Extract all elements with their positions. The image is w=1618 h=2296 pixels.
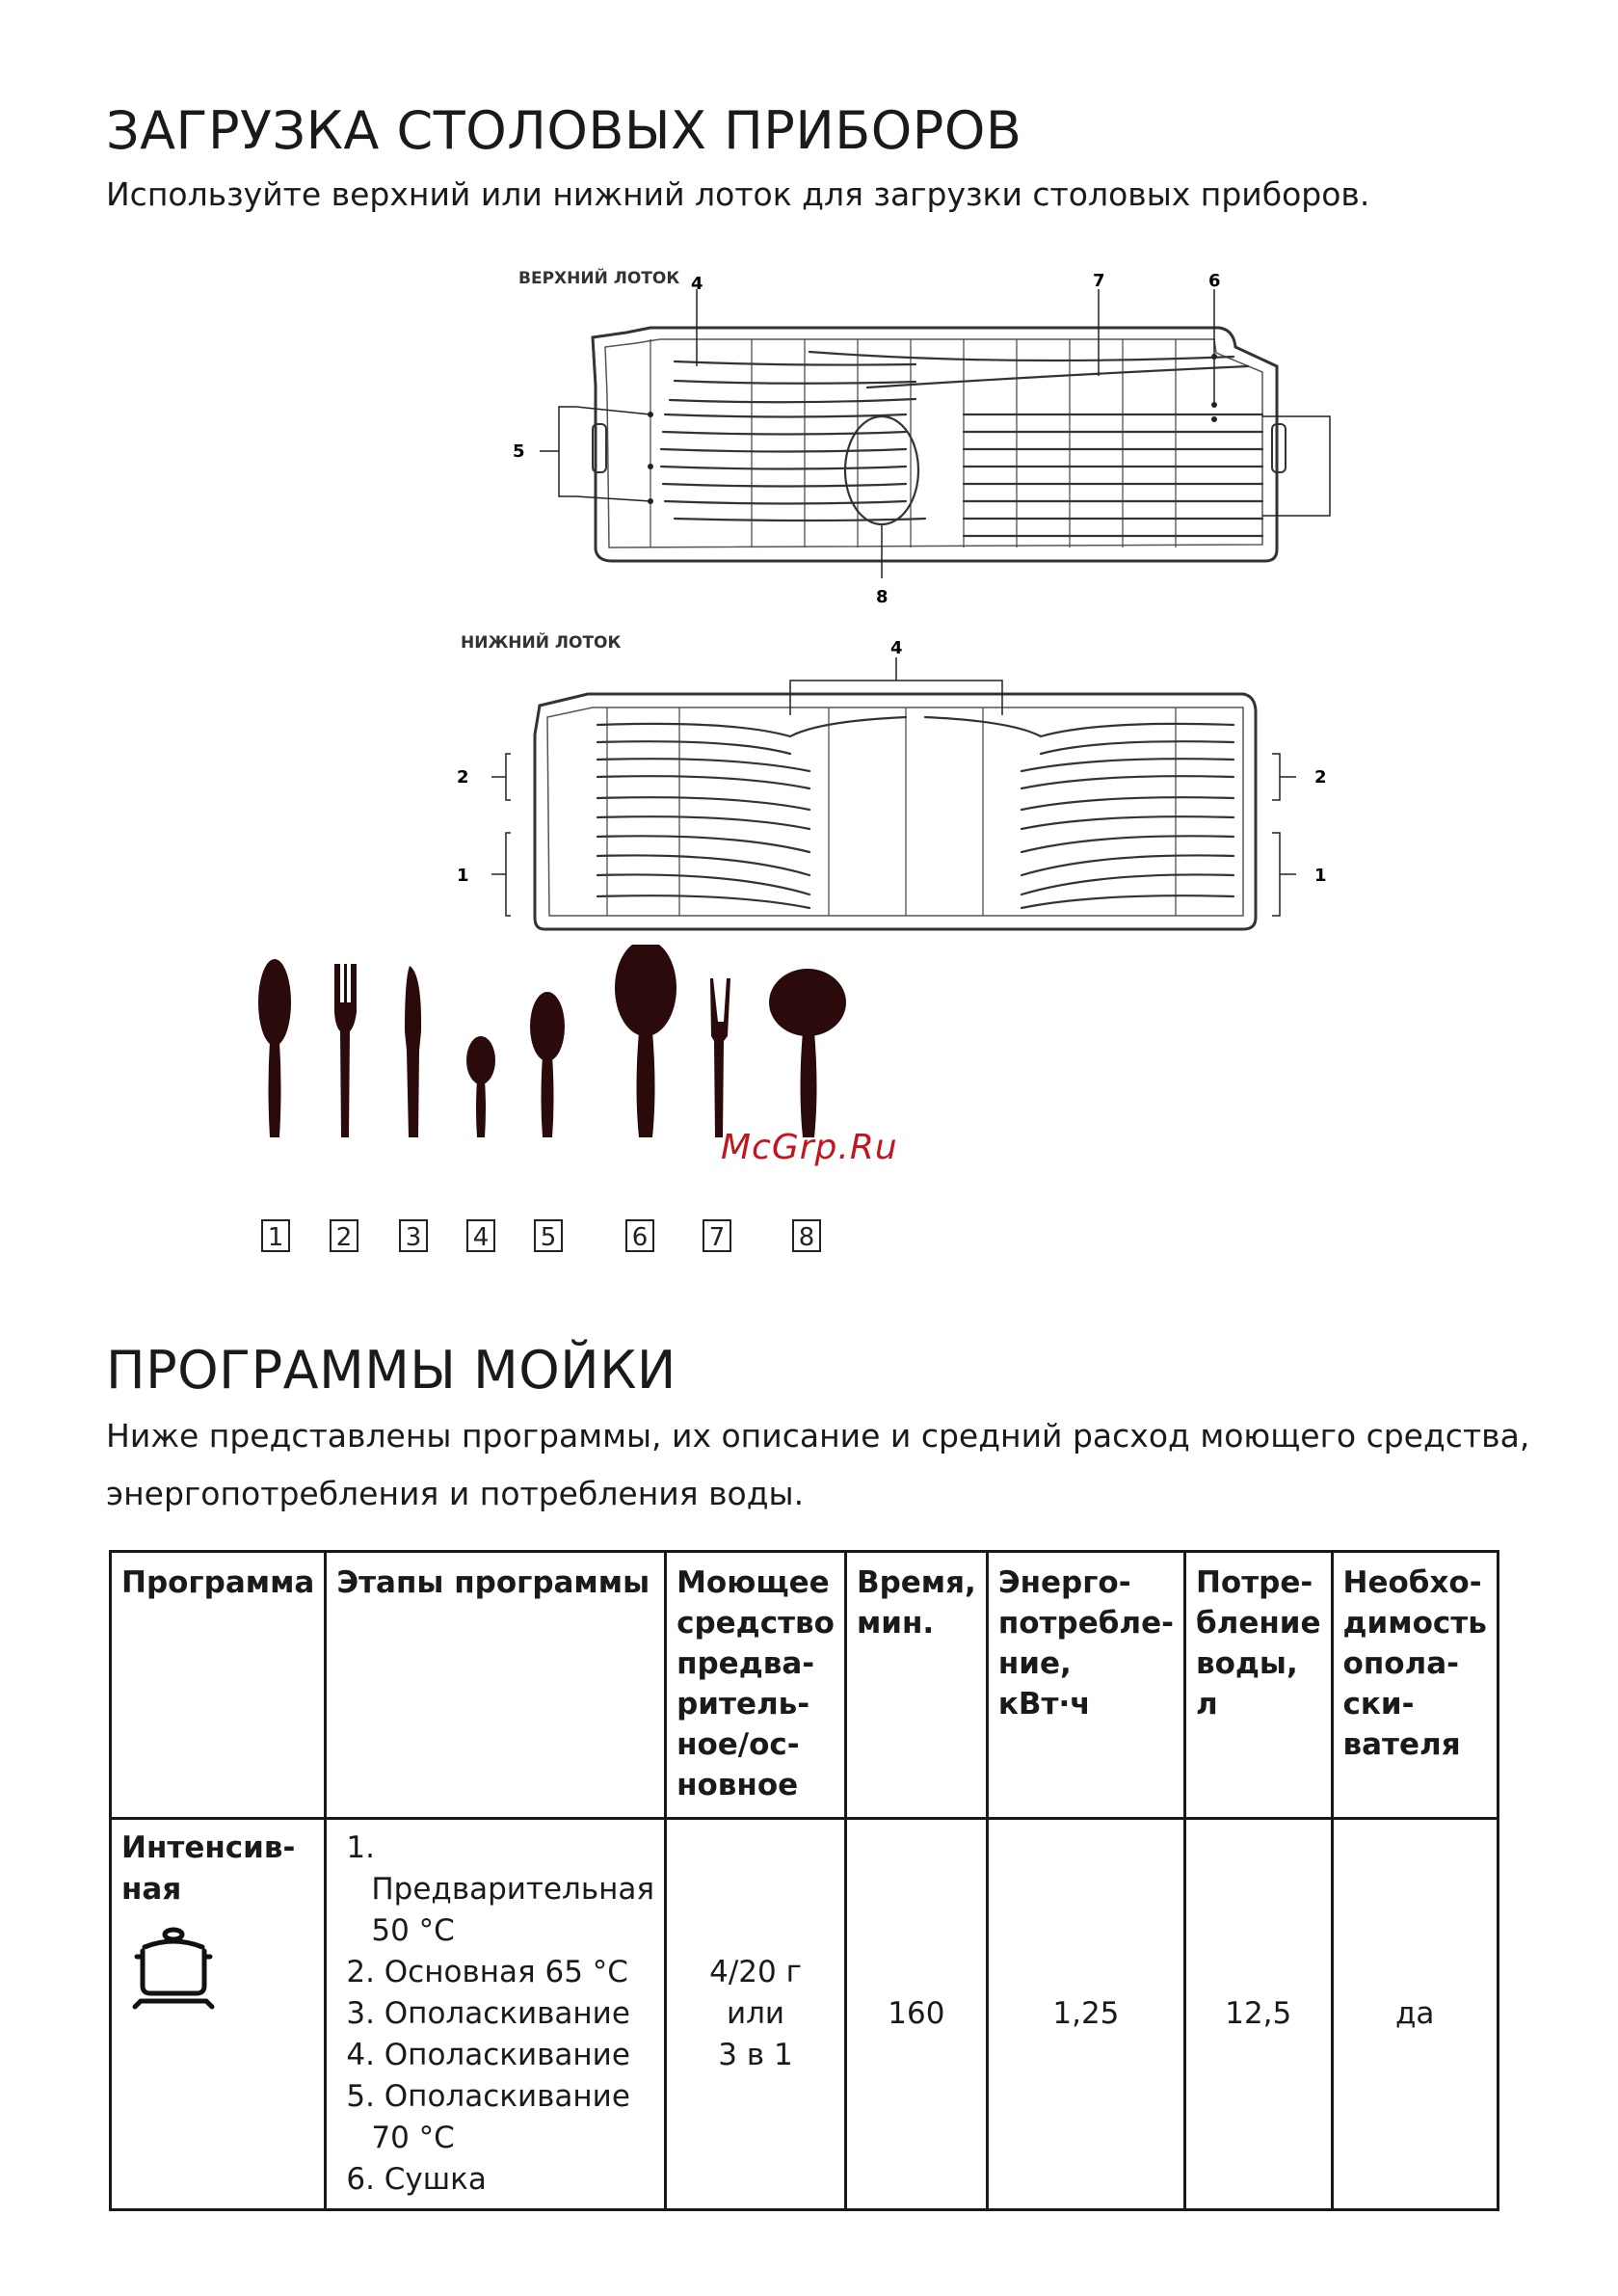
lower-tray-label: НИЖНИЙ ЛОТОК bbox=[461, 633, 622, 653]
cutlery-section-title: ЗАГРУЗКА СТОЛОВЫХ ПРИБОРОВ bbox=[106, 100, 1022, 161]
rinse-cell: да bbox=[1332, 1819, 1498, 2210]
energy-cell: 1,25 bbox=[987, 1819, 1184, 2210]
item-number-7: 7 bbox=[708, 1223, 726, 1252]
upper-tray-diagram bbox=[501, 260, 1349, 627]
programs-section-title: ПРОГРАММЫ МОЙКИ bbox=[106, 1340, 676, 1401]
program-name-cell: Интенсив- ная bbox=[111, 1819, 326, 2210]
cutlery-intro: Используйте верхний или нижний лоток для загрузки столовых приборов. bbox=[106, 175, 1370, 213]
lower-callout-2-right: 2 bbox=[1314, 767, 1327, 788]
table-header-row bbox=[111, 1552, 1499, 1819]
step-item: 3. Ополаскивание bbox=[346, 1996, 630, 2031]
step-item: 6. Сушка bbox=[346, 2162, 487, 2197]
upper-callout-5: 5 bbox=[513, 441, 525, 462]
upper-callout-6: 6 bbox=[1208, 271, 1221, 291]
step-item: 2. Основная 65 °C bbox=[346, 1955, 628, 1989]
time-cell: 160 bbox=[845, 1819, 987, 2210]
cutlery-items-legend bbox=[241, 945, 896, 1263]
step-item: 4. Ополаскивание bbox=[346, 2038, 630, 2072]
header-energy: Энерго- потребле- ние, кВт·ч bbox=[987, 1552, 1184, 1819]
header-program: Программа bbox=[111, 1552, 326, 1819]
item-number-8: 8 bbox=[798, 1223, 815, 1252]
knife-icon bbox=[405, 966, 421, 1137]
pot-icon bbox=[131, 1926, 222, 2015]
upper-callout-4: 4 bbox=[691, 274, 703, 294]
item-number-5: 5 bbox=[540, 1223, 557, 1252]
item-number-4: 4 bbox=[472, 1223, 490, 1252]
header-time: Время, мин. bbox=[845, 1552, 987, 1819]
tea-spoon-icon bbox=[466, 1036, 495, 1137]
dessert-spoon-icon bbox=[530, 992, 565, 1137]
item-number-1: 1 bbox=[267, 1223, 284, 1252]
lower-callout-1-right: 1 bbox=[1314, 866, 1327, 886]
lower-callout-1-left: 1 bbox=[457, 866, 469, 886]
header-rinse: Необхо- димость опола- ски- вателя bbox=[1332, 1552, 1498, 1819]
serving-fork-icon bbox=[710, 978, 730, 1137]
water-cell: 12,5 bbox=[1184, 1819, 1332, 2210]
header-stages: Этапы программы bbox=[326, 1552, 666, 1819]
item-number-3: 3 bbox=[405, 1223, 422, 1252]
step-item: 1. Предварительная 50 °C bbox=[346, 1830, 655, 1948]
lower-callout-2-left: 2 bbox=[457, 767, 469, 788]
program-steps-cell bbox=[326, 1819, 666, 2210]
fork-icon bbox=[334, 964, 357, 1137]
serving-spoon-icon bbox=[615, 945, 676, 1137]
table-spoon-icon bbox=[258, 959, 291, 1137]
lower-callout-4: 4 bbox=[890, 638, 903, 658]
upper-tray-label: ВЕРХНИЙ ЛОТОК bbox=[518, 269, 680, 288]
programs-intro-line2: энергопотребления и потребления воды. bbox=[106, 1475, 805, 1512]
header-water: Потре- бление воды, л bbox=[1184, 1552, 1332, 1819]
watermark: McGrp.Ru bbox=[721, 1128, 898, 1167]
table-row bbox=[111, 1819, 1499, 2210]
header-detergent: Моющее средство предва- ритель- ное/ос- новное bbox=[666, 1552, 846, 1819]
upper-callout-8: 8 bbox=[876, 587, 889, 607]
upper-callout-7: 7 bbox=[1093, 271, 1105, 291]
ladle-icon bbox=[769, 969, 846, 1137]
programs-table bbox=[109, 1550, 1499, 2211]
lower-tray-diagram bbox=[443, 628, 1339, 937]
item-number-6: 6 bbox=[631, 1223, 649, 1252]
step-item: 5. Ополаскивание 70 °C bbox=[346, 2079, 630, 2155]
detergent-cell: 4/20 г или 3 в 1 bbox=[666, 1819, 846, 2210]
item-number-2: 2 bbox=[335, 1223, 353, 1252]
programs-intro-line1: Ниже представлены программы, их описание и средний расход моющего средства, bbox=[106, 1417, 1530, 1455]
